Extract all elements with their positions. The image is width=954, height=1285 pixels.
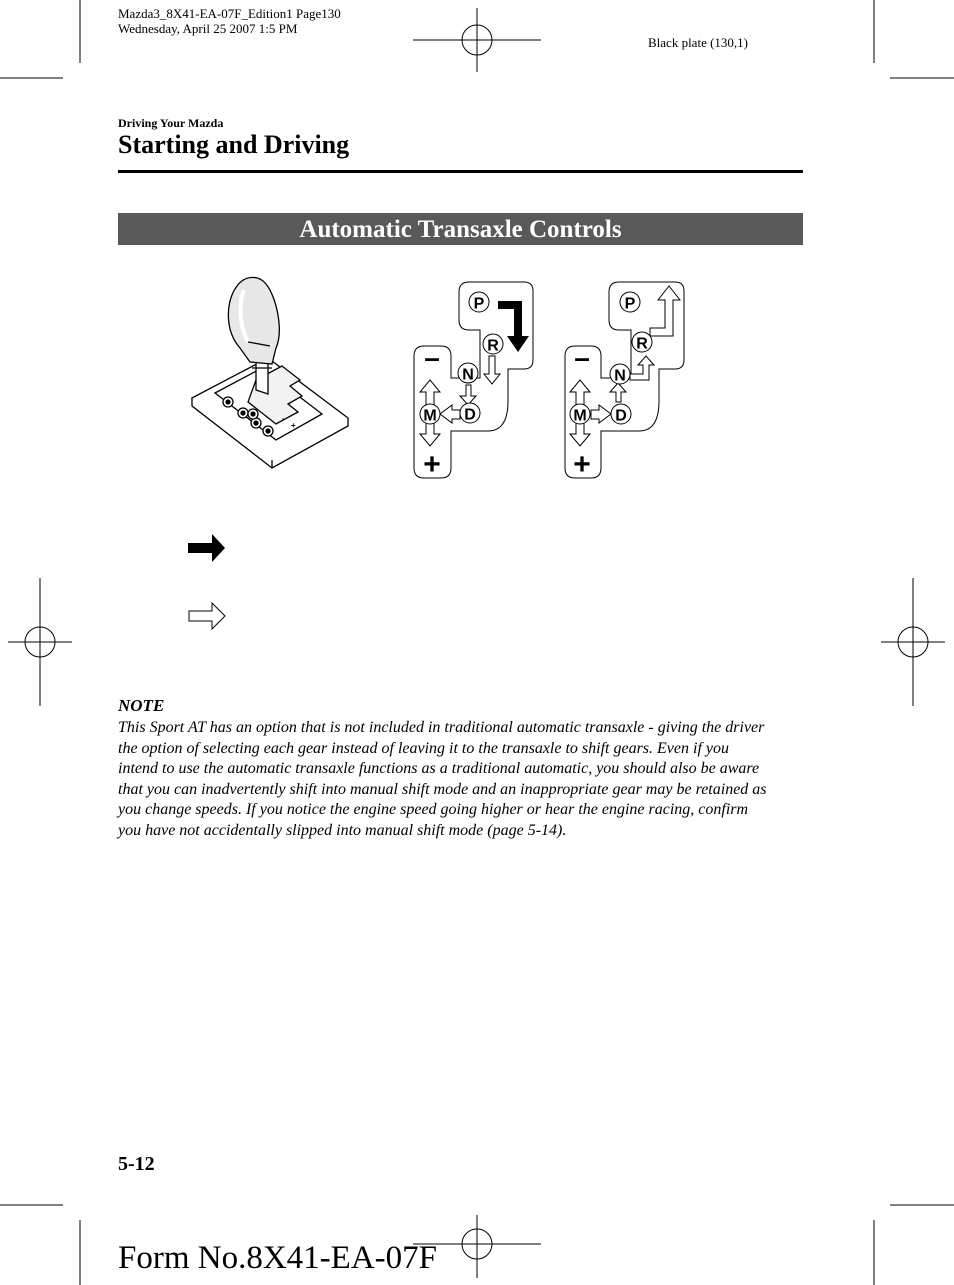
note-line: intend to use the automatic transaxle functions as a traditional automatic, you should also be aware [118, 760, 760, 778]
section-banner: Automatic Transaxle Controls [118, 213, 803, 245]
note-line: you change speeds. If you notice the engine speed going higher or hear the engine racing, confirm [118, 801, 749, 819]
shift-lever-illustration [192, 277, 348, 468]
outline-arrow-icon [189, 603, 225, 629]
print-line-2: Wednesday, April 25 2007 1:5 PM [118, 21, 298, 36]
gate1-gear-r: R [487, 337, 499, 355]
gate1-gear-m: M [423, 407, 437, 425]
gate2-gear-r: R [636, 335, 648, 353]
gate2-gear-p: P [624, 295, 636, 313]
svg-text:-: - [282, 414, 285, 423]
note-line: that you can inadvertently shift into manual shift mode and an inappropriate gear may be retained as [118, 780, 767, 798]
gate1-minus-sign: – [424, 342, 440, 373]
gate1-gear-d: D [464, 406, 476, 424]
note-line: This Sport AT has an option that is not included in traditional automatic transaxle - giving the driver [118, 719, 765, 736]
note-heading: NOTE [118, 696, 165, 715]
shift-gate-diagram-2 [565, 282, 684, 481]
form-number: Form No.8X41-EA-07F [118, 1240, 437, 1276]
gate1-gear-p: P [473, 295, 485, 313]
section-label: Driving Your Mazda [118, 116, 224, 130]
gate2-gear-n: N [614, 367, 626, 385]
gate1-plus-sign: + [423, 448, 441, 481]
chapter-title: Starting and Driving [118, 130, 350, 159]
shift-gate-diagram-1 [414, 282, 533, 481]
gate1-gear-n: N [462, 366, 474, 384]
solid-arrow-icon [188, 534, 225, 562]
note-line: you have not accidentally slipped into manual shift mode (page 5-14). [118, 821, 567, 839]
gate2-minus-sign: – [574, 342, 590, 373]
print-line-1: Mazda3_8X41-EA-07F_Edition1 Page130 [118, 6, 341, 21]
page-number: 5-12 [118, 1153, 155, 1175]
gate2-plus-sign: + [573, 448, 591, 481]
note-body [118, 718, 808, 842]
svg-text:+: + [291, 421, 296, 430]
gate2-gear-d: D [615, 407, 627, 425]
plate-info: Black plate (130,1) [648, 35, 748, 50]
note-line: the option of selecting each gear instead of leaving it to the transaxle to shift gears. Even if you [118, 739, 729, 757]
gate2-gear-m: M [573, 407, 587, 425]
